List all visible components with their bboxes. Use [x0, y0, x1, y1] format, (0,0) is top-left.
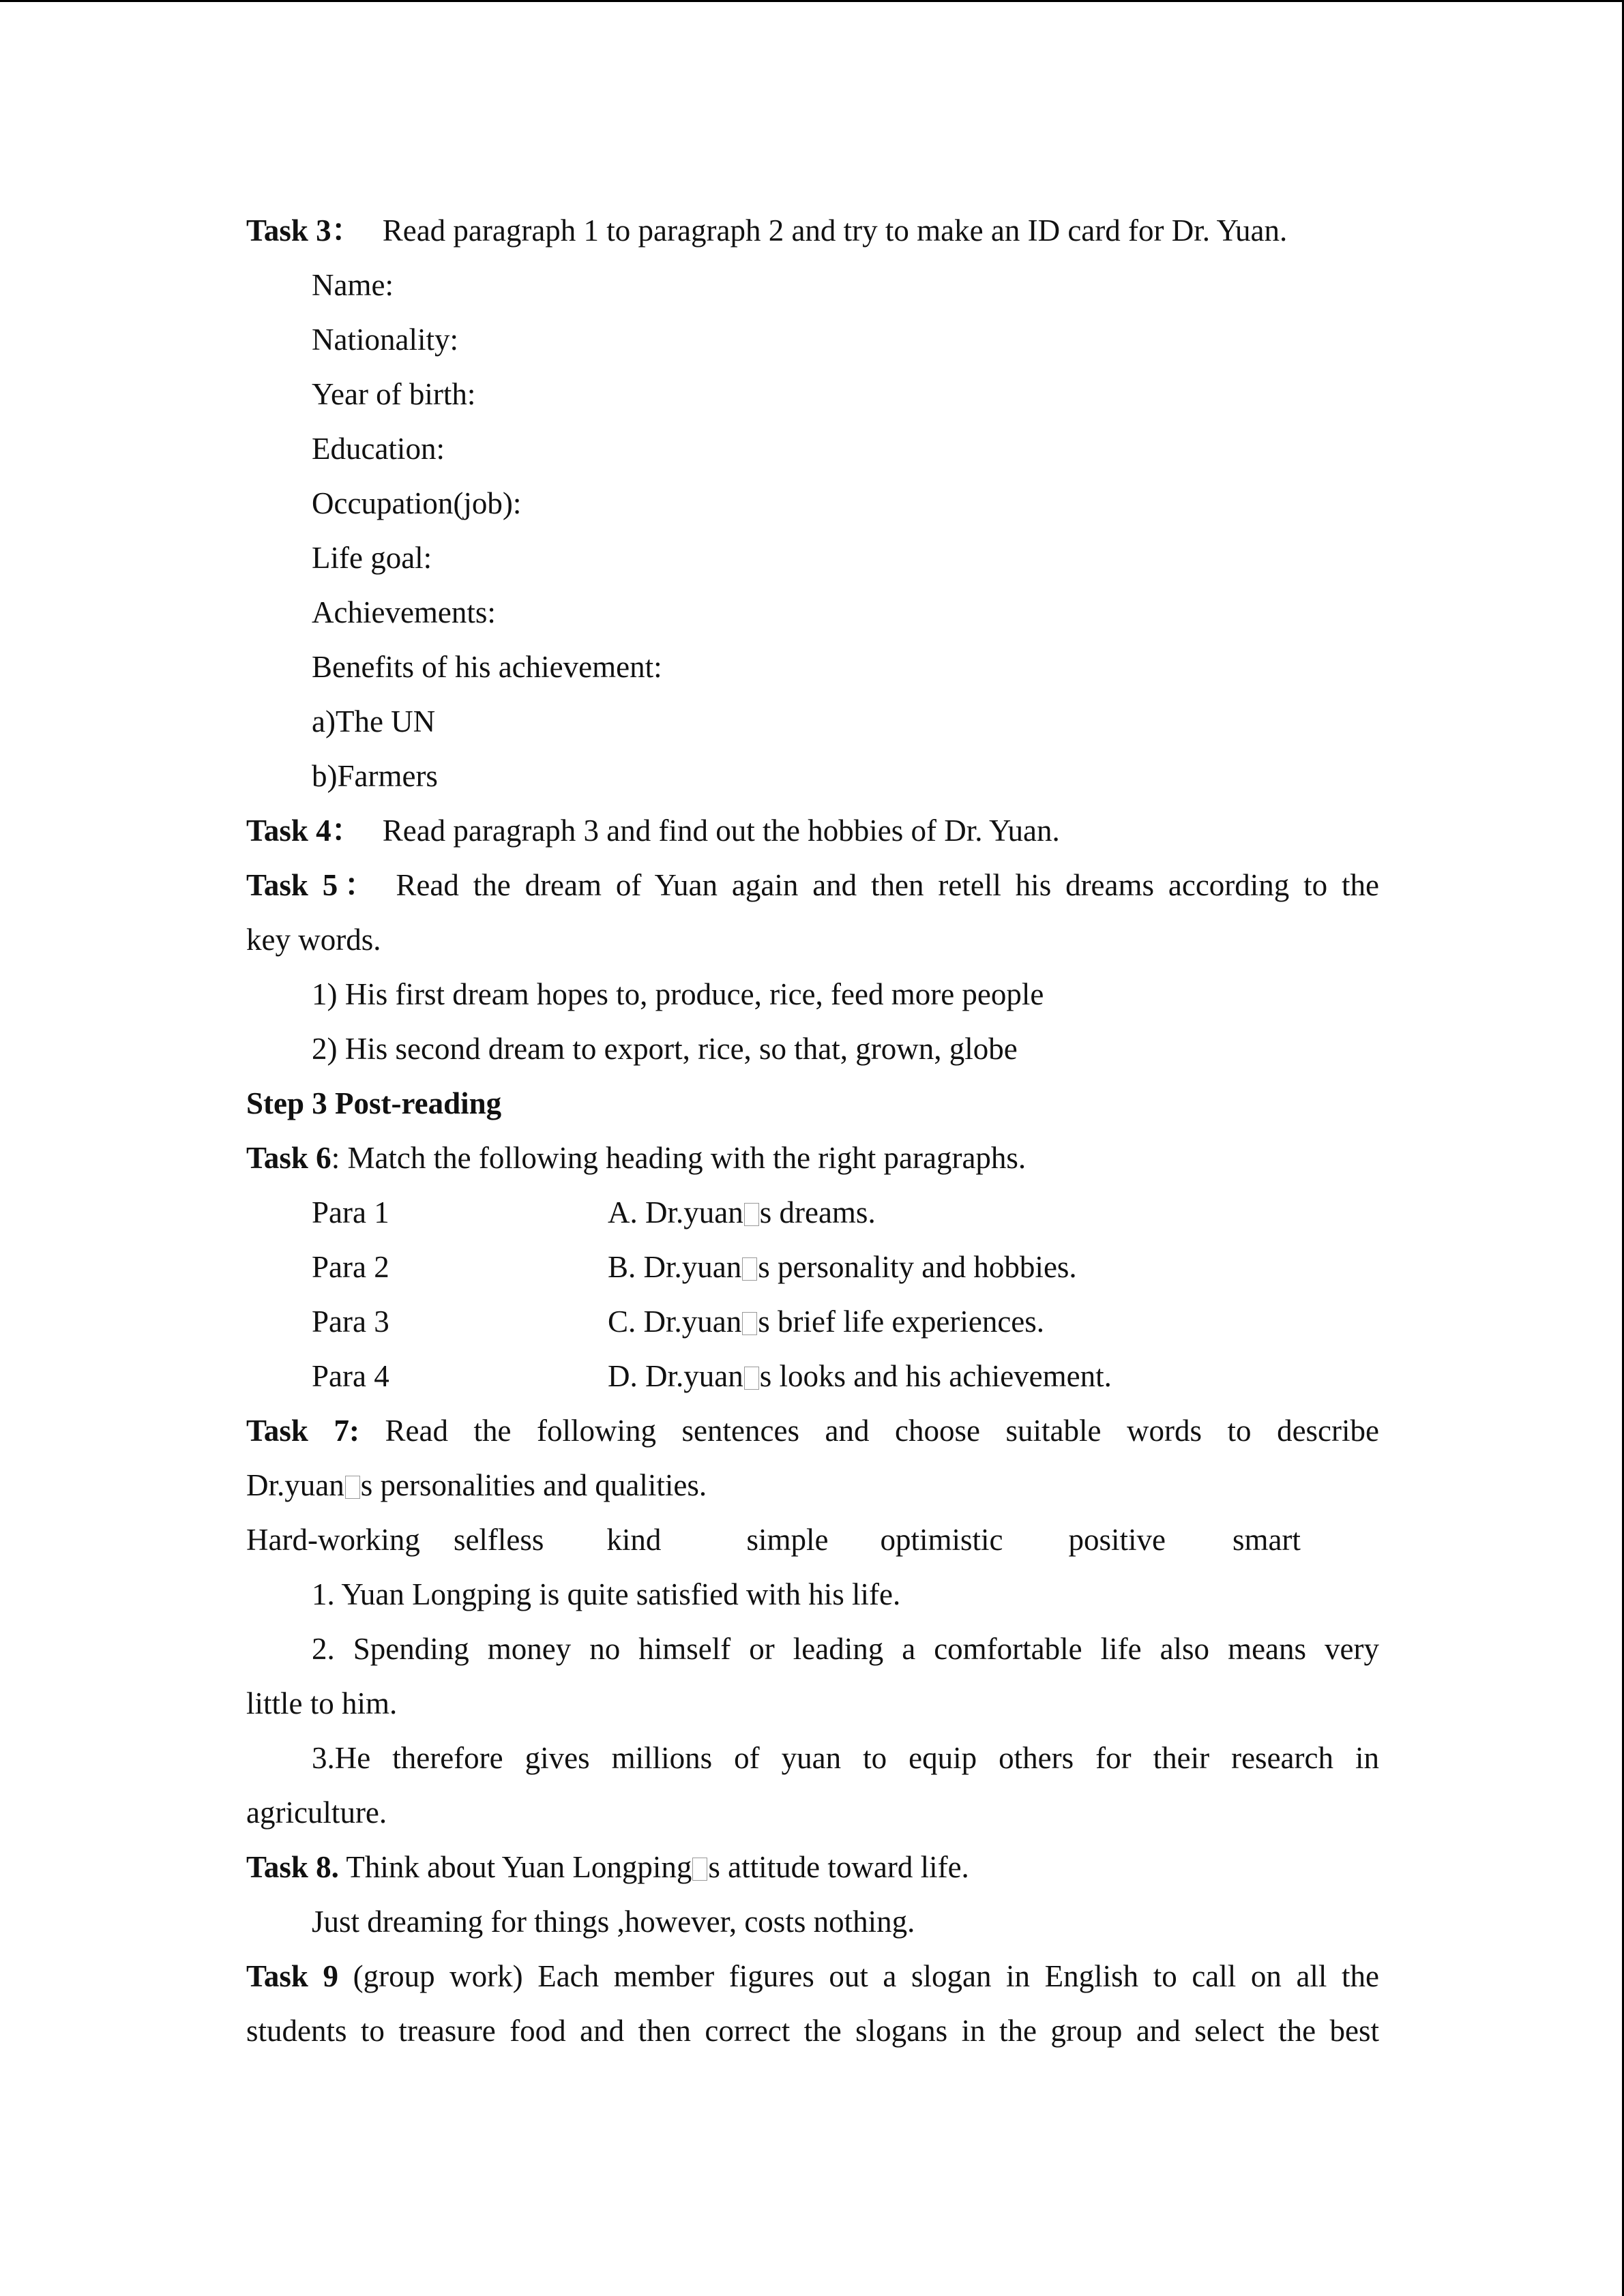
task7-sentence-2-line2: little to him.: [246, 1686, 398, 1720]
task7-sentence-1: 1. Yuan Longping is quite satisfied with his life.: [312, 1577, 901, 1611]
id-card-field-achievements: Achievements:: [312, 595, 496, 629]
task8-prefix: Think about Yuan Longping: [346, 1850, 692, 1884]
task6-heading: [246, 1131, 1379, 1185]
task3-instruction: Read paragraph 1 to paragraph 2 and try to make an ID card for Dr. Yuan.: [382, 213, 1288, 248]
task6-match-row: [246, 1294, 1379, 1349]
task3-heading: [246, 203, 1379, 258]
task7-sentence-2: [246, 1622, 1379, 1676]
task7-sentence-3: [246, 1731, 1379, 1785]
task6-para-label: Para 3: [312, 1304, 389, 1339]
task6-heading-prefix: D. Dr.yuan: [608, 1359, 743, 1393]
task6-para-label: Para 4: [312, 1359, 389, 1393]
word-bank-item: selfless: [453, 1523, 544, 1557]
task6-heading-suffix: s dreams.: [759, 1195, 876, 1229]
task6-label: Task 6: [246, 1141, 331, 1175]
task4-instruction: Read paragraph 3 and find out the hobbies of Dr. Yuan.: [382, 814, 1060, 848]
step3-heading: [246, 1076, 1379, 1131]
task9-instruction-line2: [246, 2003, 1379, 2058]
task6-heading-prefix: B. Dr.yuan: [608, 1250, 742, 1284]
task6-heading-suffix: s personality and hobbies.: [758, 1250, 1077, 1284]
task3-label: Task 3: [246, 213, 331, 248]
task4-label: Task 4: [246, 814, 331, 848]
task9-label: Task 9: [246, 1959, 339, 1993]
task8-label: Task 8.: [246, 1850, 339, 1884]
id-card-field-life-goal: Life goal:: [312, 541, 432, 575]
task5-dream-1: 1) His first dream hopes to, produce, rice, feed more people: [312, 977, 1044, 1011]
task6-para-label: Para 2: [312, 1250, 389, 1284]
word-bank-item: optimistic: [880, 1523, 1003, 1557]
task5-dream-2: 2) His second dream to export, rice, so that, grown, globe: [312, 1032, 1018, 1066]
id-card-field-nationality: Nationality:: [312, 323, 458, 357]
word-bank-item: positive: [1068, 1523, 1166, 1557]
task6-para-label: Para 1: [312, 1195, 389, 1229]
task6-instruction: : Match the following heading with the right paragraphs.: [331, 1141, 1027, 1175]
document-body: [246, 203, 1379, 2058]
task5-colon: ：: [338, 868, 382, 902]
task6-match-row: [246, 1185, 1379, 1240]
id-card-field-benefits: Benefits of his achievement:: [312, 650, 662, 684]
word-bank-item: kind: [606, 1523, 662, 1557]
task5-instruction-line1: Read the dream of Yuan again and then retell his dreams according to the: [396, 868, 1379, 902]
missing-glyph-icon: [345, 1476, 360, 1499]
task6-heading-suffix: s looks and his achievement.: [759, 1359, 1112, 1393]
word-bank-item: simple: [746, 1523, 829, 1557]
task3-colon: ：: [331, 213, 362, 248]
task8-suffix: s attitude toward life.: [708, 1850, 969, 1884]
step3-title: Step 3 Post-reading: [246, 1086, 502, 1120]
id-card-field-education: Education:: [312, 432, 445, 466]
task9-line2-text: students to treasure food and then correct the slogans in the group and select the best: [246, 2014, 1379, 2048]
task7-sentence-2-line1: 2. Spending money no himself or leading a comfortable life also means very: [312, 1632, 1379, 1666]
task7-instruction-line2: [246, 1458, 1379, 1512]
task7-label: Task 7:: [246, 1414, 359, 1448]
id-card-field-occupation: Occupation(job):: [312, 486, 522, 520]
page-top-border: [0, 0, 1624, 2]
task4-colon: ：: [331, 814, 362, 848]
task7-line2-prefix: Dr.yuan: [246, 1468, 344, 1502]
task7-sentence-3-line1: 3.He therefore gives millions of yuan to equip others for their research in: [312, 1741, 1379, 1775]
word-bank-item: smart: [1232, 1523, 1301, 1557]
task7-instruction-line1: Read the following sentences and choose suitable words to describe: [385, 1414, 1379, 1448]
task7-word-bank: [246, 1512, 1379, 1567]
id-card-field-year-of-birth: Year of birth:: [312, 377, 476, 411]
task6-match-row: [246, 1240, 1379, 1294]
task6-match-row: [246, 1349, 1379, 1403]
task8-quote: Just dreaming for things ,however, costs nothing.: [312, 1905, 915, 1939]
task9-instruction-line1: (group work) Each member figures out a slogan in English to call on all the: [353, 1959, 1379, 1993]
task8-heading: [246, 1840, 1379, 1894]
task6-heading-suffix: s brief life experiences.: [758, 1304, 1045, 1339]
task7-sentence-3-line2: agriculture.: [246, 1795, 387, 1830]
task5-instruction-line2: key words.: [246, 923, 381, 957]
task5-heading: [246, 858, 1379, 912]
missing-glyph-icon: [742, 1257, 757, 1281]
task7-heading: [246, 1403, 1379, 1458]
id-card-field-name: Name:: [312, 268, 394, 302]
missing-glyph-icon: [692, 1858, 707, 1881]
task9-heading: [246, 1949, 1379, 2003]
id-card-field-benefit-farmers: b)Farmers: [312, 759, 438, 793]
task7-line2-suffix: s personalities and qualities.: [360, 1468, 707, 1502]
word-bank-item: Hard-working: [246, 1523, 420, 1557]
task5-label: Task 5: [246, 868, 338, 902]
task4-heading: [246, 803, 1379, 858]
missing-glyph-icon: [744, 1203, 759, 1226]
missing-glyph-icon: [744, 1367, 759, 1390]
id-card-field-benefit-un: a)The UN: [312, 704, 436, 739]
task6-heading-prefix: C. Dr.yuan: [608, 1304, 742, 1339]
task6-heading-prefix: A. Dr.yuan: [608, 1195, 743, 1229]
missing-glyph-icon: [742, 1312, 757, 1335]
